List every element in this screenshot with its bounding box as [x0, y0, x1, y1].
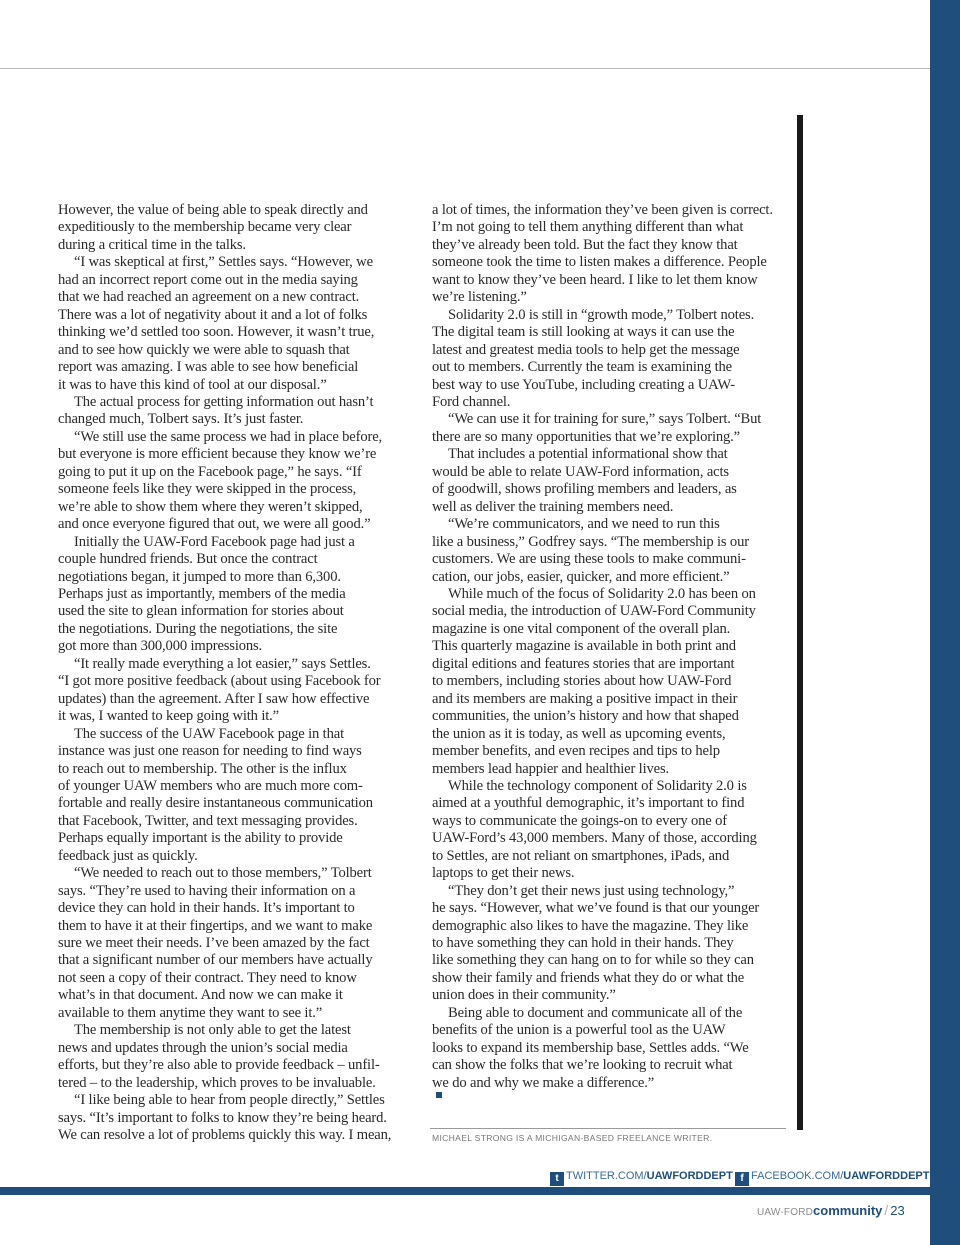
text-line: However, the value of being able to speak directly and: [58, 202, 368, 218]
text-line: like something they can hang on to for while so they can: [432, 952, 754, 969]
text-line: says. “They’re used to having their information on a: [58, 882, 356, 899]
text-line: changed much, Tolbert says. It’s just faster.: [58, 411, 304, 428]
text-line: it was to have this kind of tool at our disposal.”: [58, 376, 327, 393]
article-column-right: [432, 202, 788, 1098]
author-byline: MICHAEL STRONG IS A MICHIGAN-BASED FREELANCE WRITER.: [432, 1133, 713, 1143]
paragraph: [58, 656, 410, 726]
text-line: them to have it at their fingertips, and we want to make: [58, 917, 373, 934]
text-line: says. “It’s important to folks to know they’re being heard.: [58, 1109, 387, 1126]
text-line: out to members. Currently the team is examining the: [432, 359, 732, 376]
text-line: Initially the UAW-Ford Facebook page had just a: [74, 533, 355, 550]
paragraph: [58, 394, 410, 429]
text-line: The membership is not only able to get the latest: [74, 1022, 351, 1039]
paragraph: [432, 1005, 788, 1098]
footer-bar: [0, 1187, 930, 1195]
paragraph: [58, 1092, 410, 1144]
page-edge-bar: [930, 0, 960, 1245]
text-line: “We still use the same process we had in place before,: [74, 428, 383, 445]
folio-divider: /: [884, 1202, 889, 1218]
text-line: laptops to get their news.: [432, 865, 575, 882]
text-line: they’ve already been told. But the fact they know that: [432, 236, 738, 253]
text-line: aimed at a youthful demographic, it’s important to find: [432, 795, 745, 812]
text-line: customers. We are using these tools to make communi-: [432, 551, 746, 568]
text-line: what’s in that document. And now we can make it: [58, 987, 343, 1004]
text-line: best way to use YouTube, including creating a UAW-: [432, 376, 735, 393]
text-line: union does in their community.”: [432, 987, 616, 1004]
paragraph: [432, 307, 788, 412]
twitter-icon: t: [550, 1172, 564, 1186]
text-line: “It really made everything a lot easier,” says Settles.: [74, 655, 371, 672]
text-line: looks to expand its membership base, Settles adds. “We: [432, 1039, 749, 1056]
text-line: I’m not going to tell them anything different than what: [432, 219, 744, 236]
text-line: Being able to document and communicate all of the: [448, 1004, 743, 1021]
top-rule: [0, 68, 930, 69]
paragraph: [58, 865, 410, 1022]
end-of-article-mark: [436, 1092, 442, 1098]
text-line: negotiations began, it jumped to more than 6,300.: [58, 568, 341, 585]
text-line: demographic also likes to have the magazine. They like: [432, 917, 749, 934]
text-line: UAW-Ford’s 43,000 members. Many of those, according: [432, 830, 757, 847]
text-line: available to them anytime they want to see it.”: [58, 1004, 323, 1021]
paragraph: [432, 202, 788, 307]
text-line: Perhaps equally important is the ability to provide: [58, 830, 343, 847]
text-line: The digital team is still looking at ways it can use the: [432, 324, 735, 341]
text-line: to members, including stories about how UAW-Ford: [432, 673, 732, 690]
text-line: member benefits, and even recipes and tips to help: [432, 743, 720, 760]
column-accent-rule: [797, 115, 803, 1130]
text-line: The success of the UAW Facebook page in that: [74, 725, 344, 742]
text-line: a lot of times, the information they’ve been given is correct.: [432, 202, 773, 218]
page-folio: [757, 1202, 905, 1220]
text-line: tered – to the leadership, which proves to be invaluable.: [58, 1074, 376, 1091]
text-line: we’re able to show them where they weren’t skipped,: [58, 498, 363, 515]
text-line: during a critical time in the talks.: [58, 236, 246, 253]
text-line: can show the folks that we’re looking to recruit what: [432, 1057, 733, 1074]
twitter-handle: UAWFORDDEPT: [646, 1170, 733, 1182]
text-line: someone took the time to listen makes a difference. People: [432, 254, 767, 271]
text-line: the negotiations. During the negotiations, the site: [58, 620, 338, 637]
text-line: got more than 300,000 impressions.: [58, 638, 263, 655]
text-line: fortable and really desire instantaneous communication: [58, 795, 373, 812]
paragraph: [432, 778, 788, 883]
text-line: latest and greatest media tools to help get the message: [432, 341, 740, 358]
text-line: cation, our jobs, easier, quicker, and more efficient.”: [432, 568, 730, 585]
text-line: There was a lot of negativity about it and a lot of folks: [58, 306, 368, 323]
text-line: and its members are making a positive impact in their: [432, 690, 738, 707]
facebook-prefix: FACEBOOK.COM/: [751, 1170, 844, 1182]
text-line: of younger UAW members who are much more com-: [58, 777, 363, 794]
text-line: and once everyone figured that out, we were all good.”: [58, 516, 371, 533]
paragraph: [432, 586, 788, 778]
paragraph: [58, 429, 410, 534]
text-line: sure we meet their needs. I’ve been amazed by the fact: [58, 935, 370, 952]
paragraph: [432, 446, 788, 516]
paragraph: [58, 1022, 410, 1092]
text-line: magazine is one vital component of the overall plan.: [432, 620, 731, 637]
text-line: to reach out to membership. The other is the influx: [58, 760, 347, 777]
text-line: instance was just one reason for needing to find ways: [58, 743, 362, 760]
paragraph: [58, 726, 410, 866]
facebook-handle: UAWFORDDEPT: [843, 1170, 930, 1182]
text-line: news and updates through the union’s social media: [58, 1039, 348, 1056]
text-line: that Facebook, Twitter, and text messaging provides.: [58, 812, 358, 829]
text-line: used the site to glean information for stories about: [58, 603, 344, 620]
text-line: ways to communicate the goings-on to every one of: [432, 812, 727, 829]
text-line: Ford channel.: [432, 393, 511, 410]
text-line: show their family and friends what they do or what the: [432, 969, 745, 986]
text-line: would be able to relate UAW-Ford information, acts: [432, 463, 729, 480]
text-line: but everyone is more efficient because they know we’re: [58, 446, 377, 463]
text-line: not seen a copy of their contract. They need to know: [58, 969, 357, 986]
text-line: members lead happier and healthier lives.: [432, 760, 669, 777]
text-line: “I was skeptical at first,” Settles says. “However, we: [74, 254, 373, 271]
text-line: The actual process for getting information out hasn’t: [74, 393, 374, 410]
text-line: thinking we’d settled too soon. However, it wasn’t true,: [58, 324, 375, 341]
publication-name: community: [813, 1203, 883, 1218]
text-line: report was amazing. I was able to see how beneficial: [58, 359, 359, 376]
text-line: the union as it is today, as well as upcoming events,: [432, 725, 726, 742]
text-line: that a significant number of our members have actually: [58, 952, 373, 969]
text-line: Perhaps just as importantly, members of the media: [58, 585, 346, 602]
text-line: “We can use it for training for sure,” says Tolbert. “But: [448, 411, 762, 428]
paragraph: [432, 883, 788, 1005]
text-line: going to put it up on the Facebook page,” he says. “If: [58, 463, 362, 480]
twitter-link[interactable]: [550, 1170, 733, 1186]
paragraph: [58, 534, 410, 656]
text-line: couple hundred friends. But once the contract: [58, 551, 318, 568]
publication-prefix: UAW-FORD: [757, 1207, 814, 1218]
text-line: that we had reached an agreement on a new contract.: [58, 289, 360, 306]
text-line: he says. “However, what we’ve found is that our younger: [432, 900, 760, 917]
text-line: “I like being able to hear from people directly,” Settles: [74, 1092, 385, 1109]
text-line: to Settles, are not reliant on smartphones, iPads, and: [432, 847, 730, 864]
text-line: it was, I wanted to keep going with it.”: [58, 708, 279, 725]
text-line: “We needed to reach out to those members,” Tolbert: [74, 865, 372, 882]
byline-rule: [430, 1128, 786, 1129]
text-line: like a business,” Godfrey says. “The membership is our: [432, 533, 749, 550]
text-line: “I got more positive feedback (about using Facebook for: [58, 673, 381, 690]
text-line: to have something they can hold in their hands. They: [432, 935, 734, 952]
text-line: feedback just as quickly.: [58, 847, 198, 864]
text-line: updates) than the agreement. After I saw how effective: [58, 690, 370, 707]
text-line: While much of the focus of Solidarity 2.0 has been on: [448, 585, 756, 602]
text-line: there are so many opportunities that we’re exploring.”: [432, 428, 740, 445]
text-line: We can resolve a lot of problems quickly this way. I mean,: [58, 1127, 392, 1144]
text-line: That includes a potential informational show that: [448, 446, 728, 463]
text-line: we’re listening.”: [432, 289, 527, 306]
text-line: social media, the introduction of UAW-Ford Community: [432, 603, 756, 620]
page-number: 23: [890, 1203, 905, 1218]
text-line: communities, the union’s history and how that shaped: [432, 708, 739, 725]
paragraph: [58, 254, 410, 394]
text-line: This quarterly magazine is available in both print and: [432, 638, 736, 655]
text-line: benefits of the union is a powerful tool as the UAW: [432, 1022, 726, 1039]
paragraph: [432, 411, 788, 446]
text-line: Solidarity 2.0 is still in “growth mode,” Tolbert notes.: [448, 306, 755, 323]
text-line: of goodwill, shows profiling members and leaders, as: [432, 481, 737, 498]
text-line: and to see how quickly we were able to squash that: [58, 341, 350, 358]
text-line: we do and why we make a difference.”: [432, 1075, 788, 1098]
paragraph: [58, 202, 410, 254]
article-column-left: [58, 202, 410, 1144]
text-line: had an incorrect report come out in the media saying: [58, 271, 358, 288]
text-line: digital editions and features stories that are important: [432, 655, 735, 672]
text-line: “They don’t get their news just using technology,”: [448, 882, 735, 899]
paragraph: [432, 516, 788, 586]
text-line: efforts, but they’re also able to provide feedback – unfil-: [58, 1057, 380, 1074]
text-line: “We’re communicators, and we need to run this: [448, 516, 720, 533]
text-line: device they can hold in their hands. It’s important to: [58, 900, 355, 917]
facebook-link[interactable]: [735, 1170, 929, 1186]
text-line: want to know they’ve been heard. I like to let them know: [432, 271, 758, 288]
facebook-icon: f: [735, 1172, 749, 1186]
text-line: While the technology component of Solidarity 2.0 is: [448, 777, 747, 794]
text-line: someone feels like they were skipped in the process,: [58, 481, 357, 498]
twitter-prefix: TWITTER.COM/: [566, 1170, 647, 1182]
text-line: expeditiously to the membership became very clear: [58, 219, 352, 236]
text-line: well as deliver the training members need.: [432, 498, 674, 515]
